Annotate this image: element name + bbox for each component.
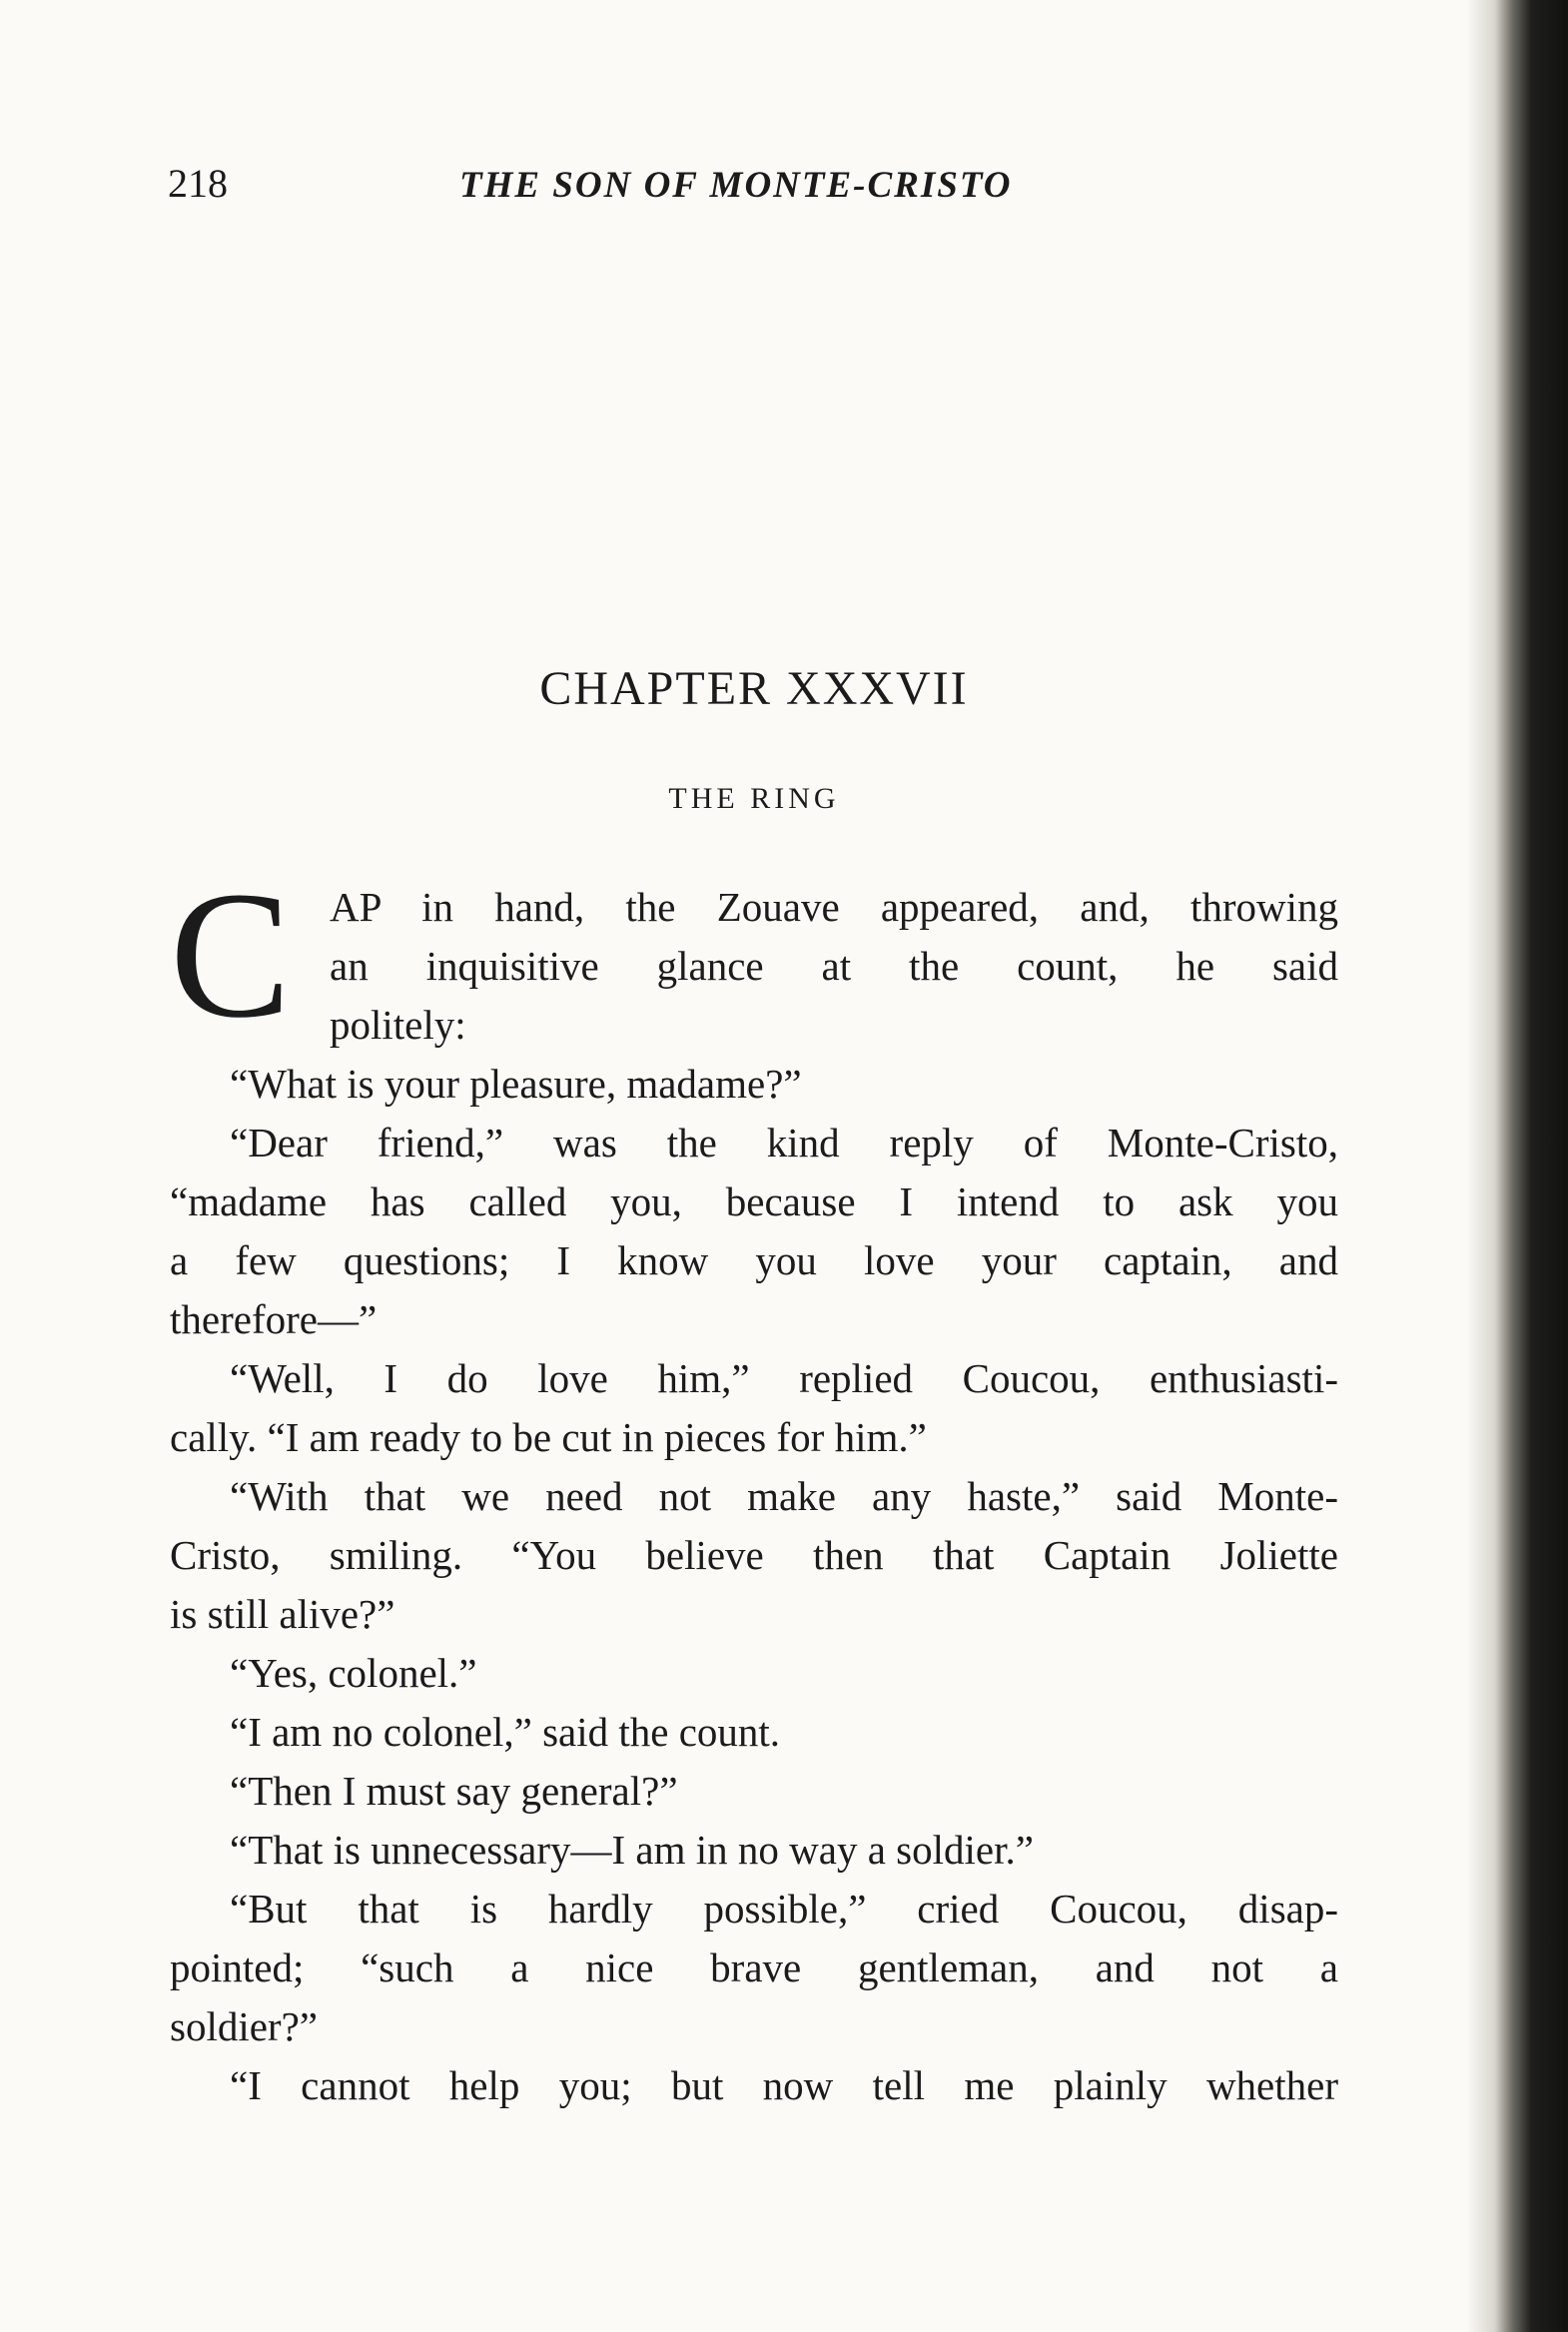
- text-line: “Yes, colonel.”: [230, 1650, 477, 1696]
- text-line: a few questions; I know you love your captain, and: [170, 1237, 1338, 1283]
- text-line: is still alive?”: [170, 1591, 395, 1637]
- text-line: pointed; “such a nice brave gentleman, and not a: [170, 1944, 1338, 1990]
- text-line: “That is unnecessary—I am in no way a soldier.”: [230, 1827, 1034, 1873]
- text-line: AP in hand, the Zouave appeared, and, throwing: [330, 884, 1338, 930]
- book-title: THE SON OF MONTE-CRISTO: [459, 165, 1013, 206]
- drop-cap: C: [170, 855, 292, 1056]
- text-line: an inquisitive glance at the count, he said: [330, 943, 1338, 989]
- text-line: Cristo, smiling. “You believe then that Captain Joliette: [170, 1532, 1338, 1578]
- text-line: “I cannot help you; but now tell me plainly whether: [230, 2062, 1338, 2108]
- running-head: [168, 160, 1346, 220]
- text-line: “With that we need not make any haste,” said Monte-: [230, 1473, 1338, 1519]
- text-line: “Then I must say general?”: [230, 1768, 678, 1814]
- text-line: “What is your pleasure, madame?”: [230, 1061, 802, 1107]
- text-line: “Dear friend,” was the kind reply of Monte-Cristo,: [230, 1120, 1338, 1166]
- page-number: 218: [168, 161, 228, 206]
- text-line: “But that is hardly possible,” cried Coucou, disap-: [230, 1886, 1338, 1932]
- text-line: therefore—”: [170, 1296, 378, 1342]
- text-line: cally. “I am ready to be cut in pieces for him.”: [170, 1414, 927, 1460]
- chapter-subtitle: THE RING: [668, 782, 840, 815]
- book-spine-shadow: [1466, 0, 1568, 2332]
- chapter-title: CHAPTER XXXVII: [539, 662, 969, 715]
- text-line: “I am no colonel,” said the count.: [230, 1709, 781, 1755]
- text-line: “madame has called you, because I intend to ask you: [170, 1178, 1338, 1224]
- text-line: soldier?”: [170, 2003, 318, 2049]
- text-line: politely:: [330, 1002, 466, 1048]
- text-line: “Well, I do love him,” replied Coucou, enthusiasti-: [230, 1355, 1338, 1401]
